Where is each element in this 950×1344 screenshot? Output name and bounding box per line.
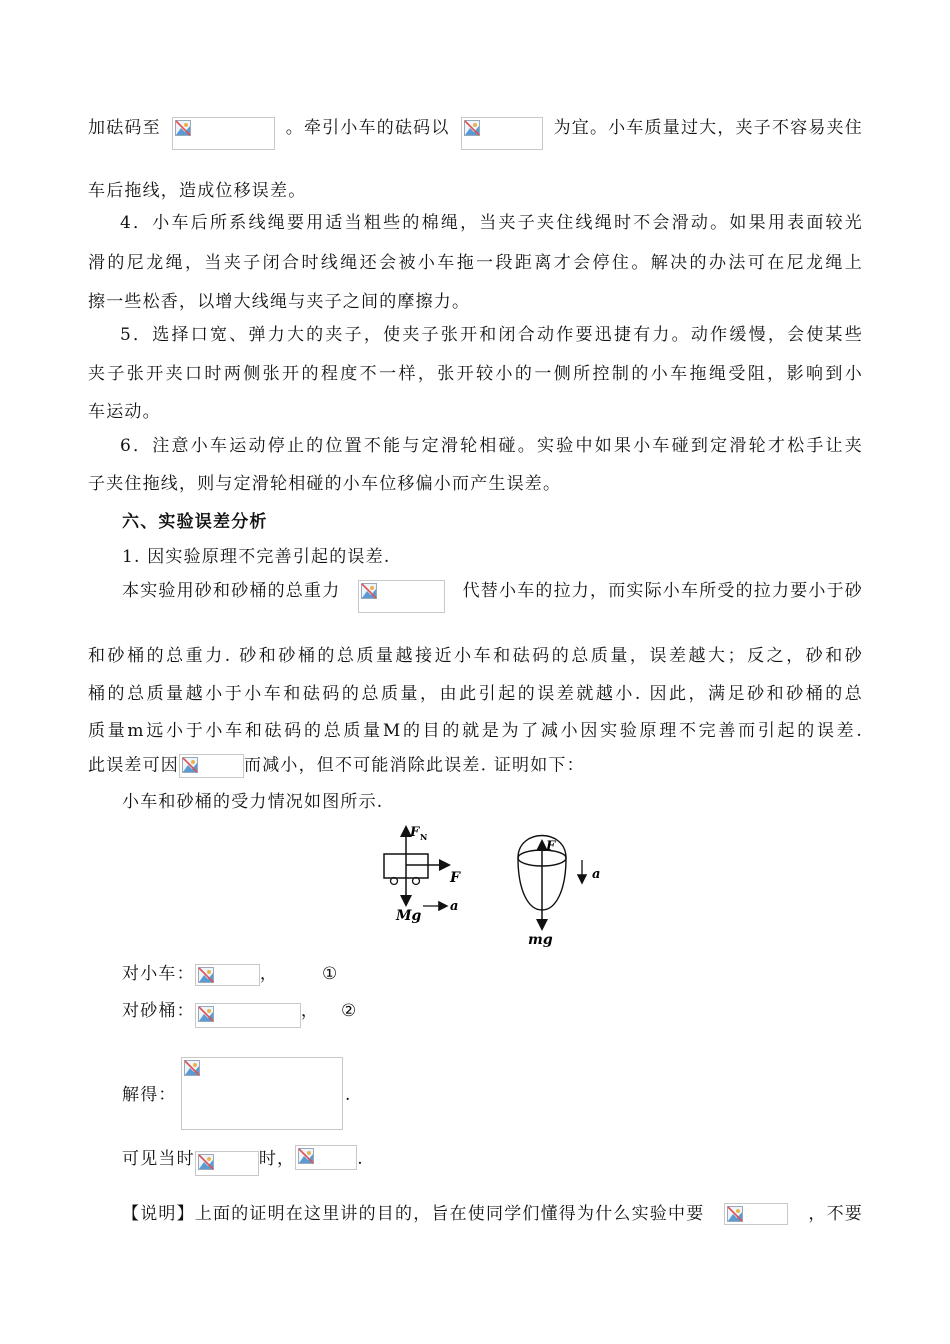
paragraph-line: 小车和砂桶的受力情况如图所示. [122, 792, 384, 812]
paragraph-line: 此误差可因 而减小，但不可能消除此误差. 证明如下： [88, 754, 585, 778]
paragraph-line: 质量m远小于小车和砝码的总质量M的目的就是为了减小因实验原理不完善而引起的误差. [88, 721, 863, 741]
broken-image-icon [181, 1057, 343, 1130]
equation-line: 对砂桶： ， ② [122, 1000, 357, 1028]
broken-image-icon [295, 1145, 357, 1170]
broken-image-icon [724, 1203, 788, 1225]
broken-image-icon [195, 1003, 301, 1028]
paragraph-line: 车运动。 [88, 402, 161, 422]
paragraph-line: 擦一些松香，以增大线绳与夹子之间的摩擦力。 [88, 292, 471, 312]
paragraph-line: 本实验用砂和砂桶的总重力 代替小车的拉力，而实际小车所受的拉力要小于砂 [122, 580, 863, 613]
fn-subscript: N [420, 832, 428, 842]
paragraph-line: 桶的总质量越小于小车和砝码的总质量，由此引起的误差就越小. 因此，满足砂和砂桶的总 [88, 684, 863, 704]
force-diagram [370, 820, 620, 950]
paragraph-line: 【说明】上面的证明在这里讲的目的，旨在使同学们懂得为什么实验中要 ，不要 [122, 1204, 863, 1224]
paragraph-line: 6．注意小车运动停止的位置不能与定滑轮相碰。实验中如果小车碰到定滑轮才松手让夹 [120, 436, 863, 456]
paragraph-line: 子夹住拖线，则与定滑轮相碰的小车位移偏小而产生误差。 [88, 474, 562, 494]
equation-dot: . [345, 1085, 352, 1105]
broken-image-icon [195, 1151, 259, 1176]
equation-line: 可见当时 时， . [122, 1145, 364, 1176]
paragraph-line: 和砂桶的总重力. 砂和砂桶的总质量越接近小车和砝码的总质量，误差越大；反之，砂和砂 [88, 646, 863, 666]
f-cart-label: F [450, 870, 460, 886]
paragraph-line: 加砝码至 。牵引小车的砝码以 为宜。小车质量过大，夹子不容易夹住 [88, 117, 863, 150]
section-heading: 六、实验误差分析 [122, 512, 268, 532]
mg-big-label: Mg [396, 908, 422, 924]
broken-image-icon [172, 117, 275, 150]
broken-image-icon [461, 117, 543, 150]
fn-label: F [410, 825, 420, 840]
paragraph-line: 滑的尼龙绳，当夹子闭合时线绳还会被小车拖一段距离才会停住。解决的办法可在尼龙绳上 [88, 253, 863, 273]
paragraph-line: 5．选择口宽、弹力大的夹子，使夹子张开和闭合动作要迅捷有力。动作缓慢，会使某些 [120, 325, 863, 345]
paragraph-line: 车后拖线，造成位移误差。 [88, 181, 307, 201]
broken-image-icon [179, 754, 244, 778]
a-bucket-label: a [592, 867, 601, 882]
equation-line: 解得： [122, 1085, 177, 1105]
f-bucket-label: F [546, 839, 556, 854]
mg-small-label: mg [528, 932, 553, 948]
paragraph-line: 夹子张开夹口时两侧张开的程度不一样，张开较小的一侧所控制的小车拖绳受阻，影响到小 [88, 364, 863, 384]
a-cart-label: a [450, 899, 459, 914]
paragraph-line: 1. 因实验原理不完善引起的误差. [122, 547, 391, 567]
paragraph-line: 4．小车后所系线绳要用适当粗些的棉绳，当夹子夹住线绳时不会滑动。如果用表面较光 [120, 213, 863, 233]
broken-image-icon [195, 964, 260, 986]
equation-line: 对小车： ， ① [122, 964, 339, 984]
broken-image-icon [358, 580, 445, 613]
